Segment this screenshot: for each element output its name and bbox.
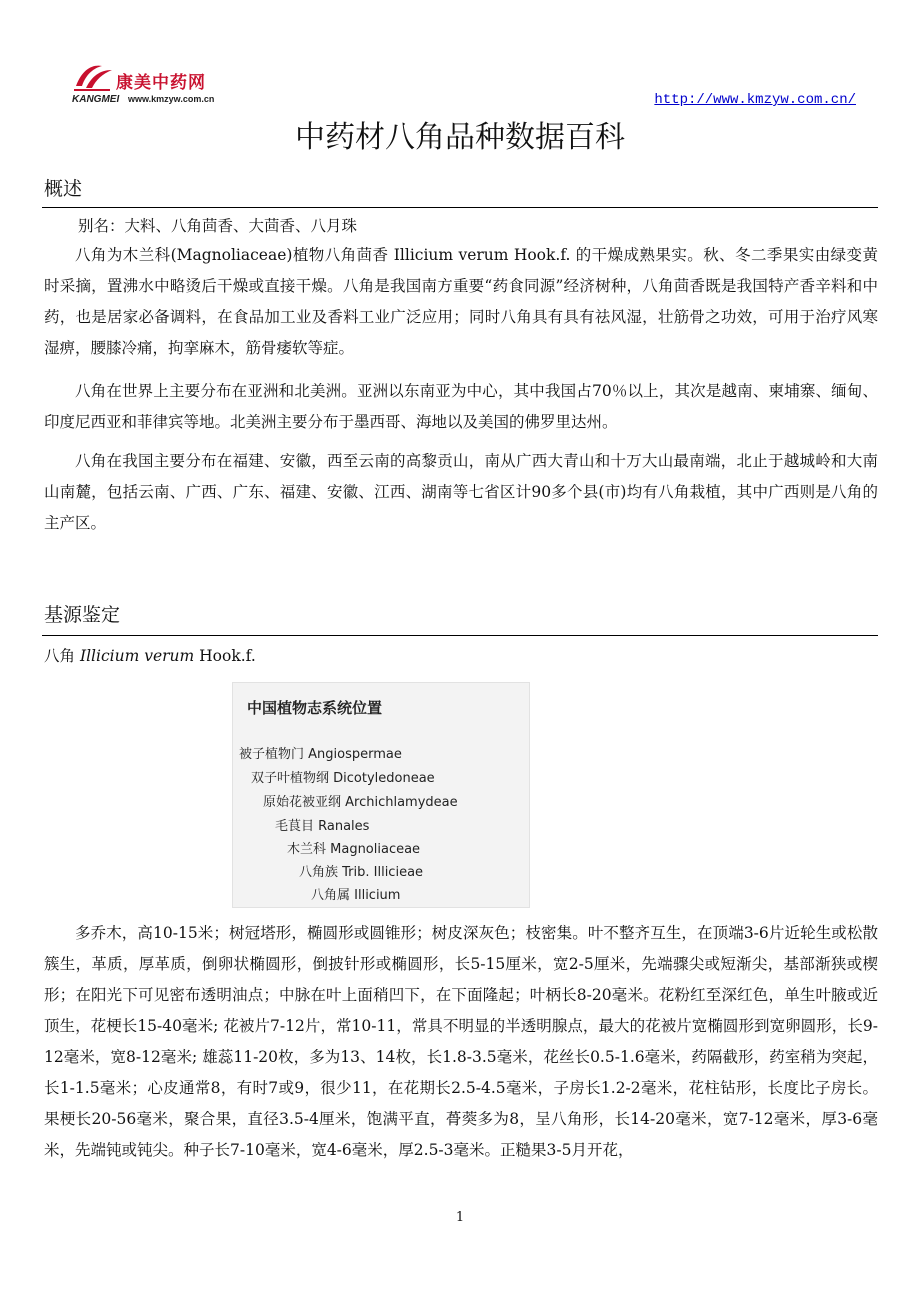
site-url-link[interactable]: http://www.kmzyw.com.cn/ (654, 92, 856, 108)
taxonomy-class: 双子叶植物纲 Dicotyledoneae (251, 771, 435, 786)
section-heading-origin: 基源鉴定 (44, 604, 121, 626)
species-author: Hook.f. (199, 647, 256, 665)
overview-paragraph-2: 八角在世界上主要分布在亚洲和北美洲。亚洲以东南亚为中心，其中我国占70％以上，其次是越南、柬埔寨、缅甸、印度尼西亚和菲律宾等地。北美洲主要分布于墨西哥、海地以及美国的佛罗里达州。 (44, 382, 878, 431)
taxonomy-title: 中国植物志系统位置 (247, 699, 383, 717)
taxonomy-box (232, 682, 530, 908)
taxonomy-phylum: 被子植物门 Angiospermae (239, 747, 402, 762)
taxonomy-order: 毛茛目 Ranales (275, 819, 370, 834)
section-divider (42, 635, 878, 636)
overview-paragraph-1: 八角为木兰科(Magnoliaceae)植物八角茴香 Illicium verum Hook.f. 的干燥成熟果实。秋、冬二季果实由绿变黄时采摘，置沸水中略烫后干燥或直接干燥。八角是我国南方重要“药食同源”经济树种，八角茴香既是我国特产香辛料和中药，也是居家必备调料，在食品加工业及香料工业广泛应用；同时八角具有具有祛风湿，壮筋骨之功效，可用于治疗风寒湿痹，腰膝冷痛，拘挛麻木，筋骨痿软等症。 (44, 246, 878, 357)
species-name-latin: Illicium verum (79, 647, 195, 665)
logo-text-en: KANGMEI (72, 94, 120, 105)
alias-line: 别名：大料、八角茴香、大茴香、八月珠 (78, 217, 358, 235)
page-number: 1 (455, 1210, 465, 1225)
page-title: 中药材八角品种数据百科 (295, 120, 625, 155)
taxonomy-subclass: 原始花被亚纲 Archichlamydeae (263, 795, 458, 810)
logo-url-text: www.kmzyw.com.cn (128, 94, 215, 104)
kangmei-swoosh-icon (72, 60, 116, 92)
species-name-cn: 八角 (44, 647, 76, 665)
overview-paragraph-3: 八角在我国主要分布在福建、安徽，西至云南的高黎贡山，南从广西大青山和十万大山最南端，北止于越城岭和大南山南麓，包括云南、广西、广东、福建、安徽、江西、湖南等七省区计90多个县(市)均有八角栽植，其中广西则是八角的主产区。 (44, 452, 878, 532)
species-line (44, 644, 256, 666)
site-logo[interactable] (72, 58, 247, 108)
taxonomy-genus: 八角属 Illicium (311, 888, 401, 903)
taxonomy-tribe: 八角族 Trib. Illicieae (299, 865, 424, 880)
section-heading-overview: 概述 (44, 178, 83, 200)
logo-text-cn: 康美中药网 (116, 73, 206, 93)
section-divider (42, 207, 878, 208)
taxonomy-family: 木兰科 Magnoliaceae (287, 842, 421, 857)
description-paragraph: 多乔木，高10-15米；树冠塔形，椭圆形或圆锥形；树皮深灰色；枝密集。叶不整齐互生，在顶端3-6片近轮生或松散簇生，革质，厚革质，倒卵状椭圆形，倒披针形或椭圆形，长5-15厘米，宽2-5厘米，先端骤尖或短渐尖，基部渐狭或楔形；在阳光下可见密布透明油点；中脉在叶上面稍凹下，在下面隆起；叶柄长8-20毫米。花粉红至深红色，单生叶腋或近顶生，花梗长15-40毫米; 花被片7-12片，常10-11，常具不明显的半透明腺点，最大的花被片宽椭圆形到宽卵圆形，长9-12毫米，宽8-12毫米; 雄蕊11-20枚，多为13、14枚，长1.8-3.5毫米，花丝长0.5-1.6毫米，药隔截形，药室稍为突起，长1-1.5毫米；心皮通常8，有时7或9，很少11，在花期长2.5-4.5毫米，子房长1.2-2毫米，花柱钻形，长度比子房长。果梗长20-56毫米，聚合果，直径3.5-4厘米，饱满平直，蓇葖多为8，呈八角形，长14-20毫米，宽7-12毫米，厚3-6毫米，先端钝或钝尖。种子长7-10毫米，宽4-6毫米，厚2.5-3毫米。正糙果3-5月开花， (44, 924, 878, 1159)
